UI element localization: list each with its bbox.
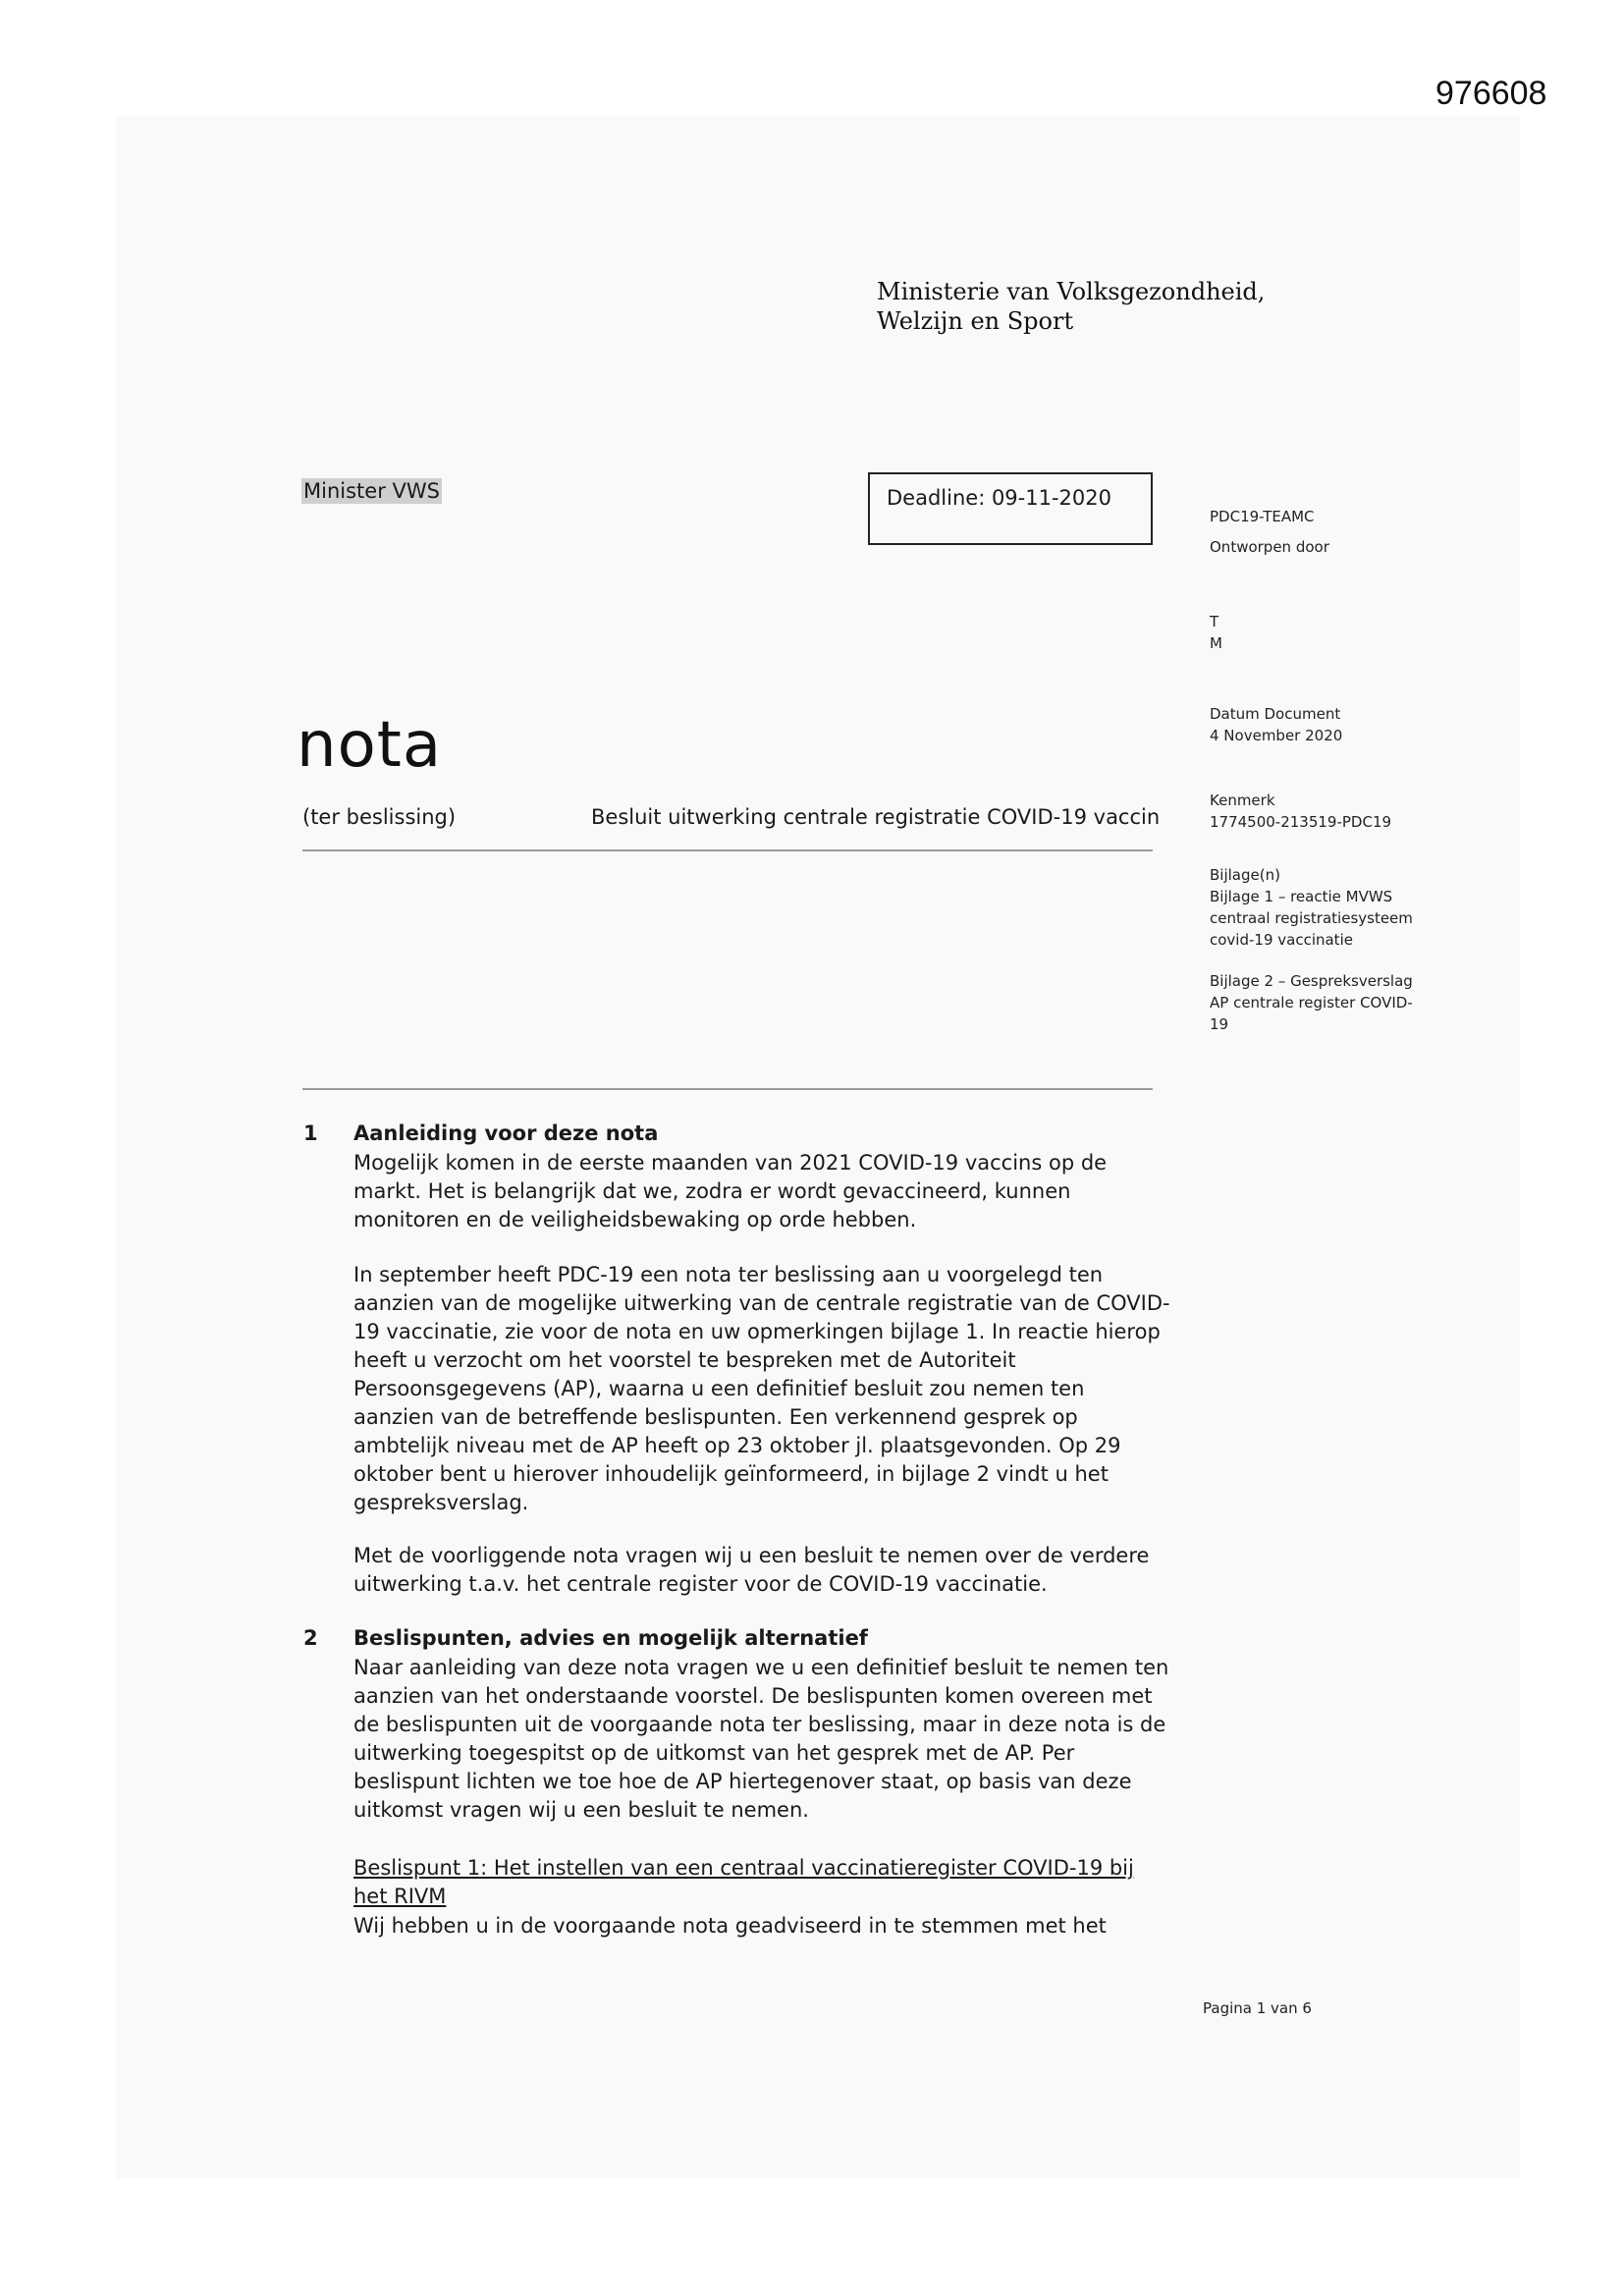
text-line: aanzien van de betreffende beslispunten. Een verkennend gesprek op <box>353 1405 1078 1429</box>
attachment-2-line: 19 <box>1210 1015 1229 1033</box>
text-line: Wij hebben u in de voorgaande nota geadviseerd in te stemmen met het <box>353 1914 1107 1938</box>
text-line: In september heeft PDC-19 een nota ter beslissing aan u voorgelegd ten <box>353 1263 1104 1286</box>
sidebar-attachment-1 <box>1210 886 1413 951</box>
section-2-heading: Beslispunten, advies en mogelijk alternatief <box>353 1626 868 1650</box>
text-line: ambtelijk niveau met de AP heeft op 23 oktober jl. plaatsgevonden. Op 29 <box>353 1434 1121 1457</box>
divider <box>302 1088 1153 1090</box>
sidebar-attachment-2 <box>1210 970 1413 1035</box>
section-1-heading: Aanleiding voor deze nota <box>353 1121 659 1145</box>
deadline-text: Deadline: 09-11-2020 <box>887 486 1111 510</box>
ministry-line-2: Welzijn en Sport <box>877 307 1074 335</box>
document-subject: Besluit uitwerking centrale registratie COVID-19 vaccin <box>591 805 1161 829</box>
attachment-1-line: Bijlage 1 – reactie MVWS <box>1210 888 1393 905</box>
section-1-paragraph-2 <box>353 1261 1208 1517</box>
ministry-logo-text <box>877 277 1265 336</box>
text-line: de beslispunten uit de voorgaande nota ter beslissing, maar in deze nota is de <box>353 1713 1166 1736</box>
section-1-number: 1 <box>303 1121 318 1145</box>
text-line: uitwerking toegespitst op de uitkomst van het gesprek met de AP. Per <box>353 1741 1075 1765</box>
sidebar-team: PDC19-TEAMC <box>1210 508 1315 525</box>
attachment-2-line: Bijlage 2 – Gespreksverslag <box>1210 972 1413 990</box>
sidebar-m: M <box>1210 634 1222 652</box>
text-line: uitwerking t.a.v. het centrale register voor de COVID-19 vaccinatie. <box>353 1572 1048 1596</box>
addressee: Minister VWS <box>303 479 440 503</box>
decision-point-1-heading <box>353 1854 1208 1911</box>
text-line: aanzien van het onderstaande voorstel. De beslispunten komen overeen met <box>353 1684 1153 1708</box>
text-line: gespreksverslag. <box>353 1491 529 1514</box>
ministry-line-1: Ministerie van Volksgezondheid, <box>877 278 1266 305</box>
text-line: Naar aanleiding van deze nota vragen we u een definitief besluit te nemen ten <box>353 1656 1169 1679</box>
document-number: 976608 <box>1435 75 1547 112</box>
document-title: nota <box>297 709 443 782</box>
sidebar-date-value: 4 November 2020 <box>1210 727 1343 744</box>
text-line: aanzien van de mogelijke uitwerking van de centrale registratie van de COVID- <box>353 1291 1170 1315</box>
sidebar-date-label: Datum Document <box>1210 705 1341 723</box>
text-line: monitoren en de veiligheidsbewaking op orde hebben. <box>353 1208 917 1231</box>
text-line: beslispunt lichten we toe hoe de AP hiertegenover staat, op basis van deze <box>353 1770 1132 1793</box>
sidebar-attachments-label: Bijlage(n) <box>1210 866 1280 884</box>
text-line: Met de voorliggende nota vragen wij u een besluit te nemen over de verdere <box>353 1544 1150 1567</box>
text-line: het RIVM <box>353 1885 447 1908</box>
text-line: oktober bent u hierover inhoudelijk geïnformeerd, in bijlage 2 vindt u het <box>353 1462 1109 1486</box>
section-2-paragraph-2 <box>353 1912 1208 1941</box>
text-line: Mogelijk komen in de eerste maanden van 2021 COVID-19 vaccins op de <box>353 1151 1108 1175</box>
sidebar-reference-value: 1774500-213519-PDC19 <box>1210 813 1392 831</box>
sidebar-t: T <box>1210 613 1219 630</box>
sidebar-reference-label: Kenmerk <box>1210 792 1275 809</box>
attachment-1-line: covid-19 vaccinatie <box>1210 931 1353 949</box>
text-line: Beslispunt 1: Het instellen van een centraal vaccinatieregister COVID-19 bij <box>353 1856 1134 1880</box>
document-type: (ter beslissing) <box>302 805 457 829</box>
attachment-2-line: AP centrale register COVID- <box>1210 994 1413 1011</box>
text-line: 19 vaccinatie, zie voor de nota en uw opmerkingen bijlage 1. In reactie hierop <box>353 1320 1161 1343</box>
section-2-paragraph-1 <box>353 1654 1208 1825</box>
text-line: uitkomst vragen wij u een besluit te nemen. <box>353 1798 809 1822</box>
section-2-number: 2 <box>303 1626 318 1650</box>
sidebar-designed-by-label: Ontworpen door <box>1210 538 1329 556</box>
deadline-box <box>868 472 1153 545</box>
section-1-paragraph-1 <box>353 1149 1208 1234</box>
text-line: Persoonsgegevens (AP), waarna u een definitief besluit zou nemen ten <box>353 1377 1085 1400</box>
attachment-1-line: centraal registratiesysteem <box>1210 909 1413 927</box>
page-number: Pagina 1 van 6 <box>1203 1999 1312 2017</box>
text-line: markt. Het is belangrijk dat we, zodra er wordt gevaccineerd, kunnen <box>353 1179 1071 1203</box>
divider <box>302 849 1153 851</box>
section-1-paragraph-3 <box>353 1542 1208 1599</box>
text-line: heeft u verzocht om het voorstel te bespreken met de Autoriteit <box>353 1348 1016 1372</box>
